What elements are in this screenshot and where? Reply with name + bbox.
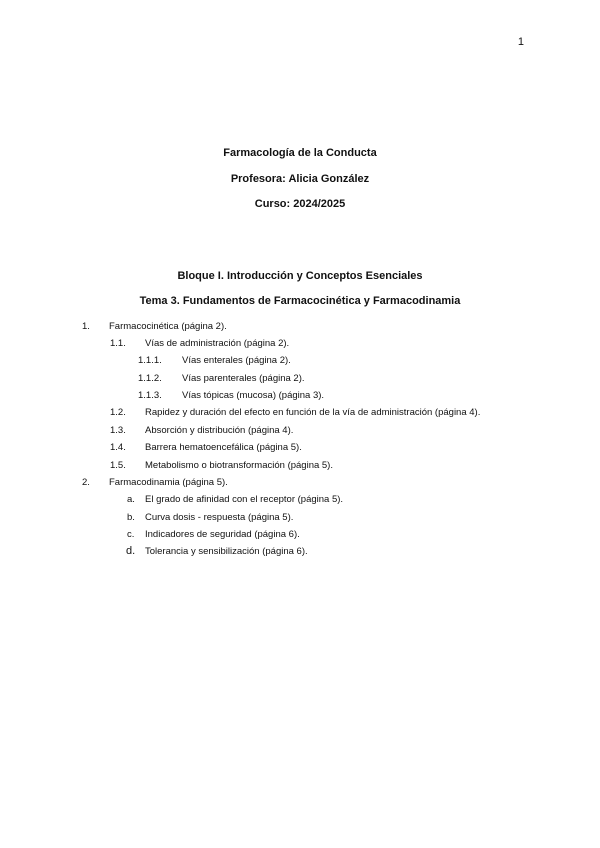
- topic-title: Tema 3. Fundamentos de Farmacocinética y Farmacodinamia: [139, 295, 461, 307]
- toc-item-number: 1.4.: [110, 442, 126, 453]
- toc-item-number: 1.2.: [110, 407, 126, 418]
- professor-name: Profesora: Alicia González: [230, 173, 370, 185]
- toc-item-text: Curva dosis - respuesta (página 5).: [145, 512, 294, 523]
- course-year: Curso: 2024/2025: [254, 198, 346, 210]
- toc-item-text: Indicadores de seguridad (página 6).: [145, 529, 300, 540]
- toc-item-text: Absorción y distribución (página 4).: [145, 425, 294, 436]
- toc-item-number: 1.1.: [110, 338, 126, 349]
- toc-item-text: Barrera hematoencefálica (página 5).: [145, 442, 302, 453]
- toc-item-text: Vías enterales (página 2).: [182, 355, 291, 366]
- toc-item-text: Metabolismo o biotransformación (página 5).: [145, 460, 333, 471]
- toc-item-number: 1.3.: [110, 425, 126, 436]
- toc-item-text: Vías de administración (página 2).: [145, 338, 290, 349]
- toc-item-text: Farmacocinética (página 2).: [109, 321, 227, 332]
- toc-item-text: Tolerancia y sensibilización (página 6).: [145, 546, 308, 557]
- toc-item-text: El grado de afinidad con el receptor (página 5).: [145, 494, 344, 505]
- course-title: Farmacología de la Conducta: [223, 147, 377, 159]
- toc-item-text: Farmacodinamia (página 5).: [109, 477, 228, 488]
- toc-item-number: c.: [127, 529, 135, 540]
- block-title: Bloque I. Introducción y Conceptos Esenciales: [177, 270, 423, 282]
- toc-item-number: d.: [126, 545, 136, 557]
- toc-item-number: 2.: [82, 477, 90, 488]
- page-number: 1: [517, 36, 524, 48]
- toc-item-number: 1.1.2.: [138, 373, 162, 384]
- toc-item-text: Vías tópicas (mucosa) (página 3).: [182, 390, 325, 401]
- toc-item-number: b.: [127, 512, 135, 523]
- toc-item-number: a.: [127, 494, 135, 505]
- toc-item-text: Vías parenterales (página 2).: [182, 373, 305, 384]
- toc-item-number: 1.: [82, 321, 90, 332]
- toc-item-text: Rapidez y duración del efecto en función de la vía de administración (página 4).: [145, 407, 481, 418]
- toc-item-number: 1.5.: [110, 460, 126, 471]
- toc-item-number: 1.1.1.: [138, 355, 162, 366]
- toc-item-number: 1.1.3.: [138, 390, 162, 401]
